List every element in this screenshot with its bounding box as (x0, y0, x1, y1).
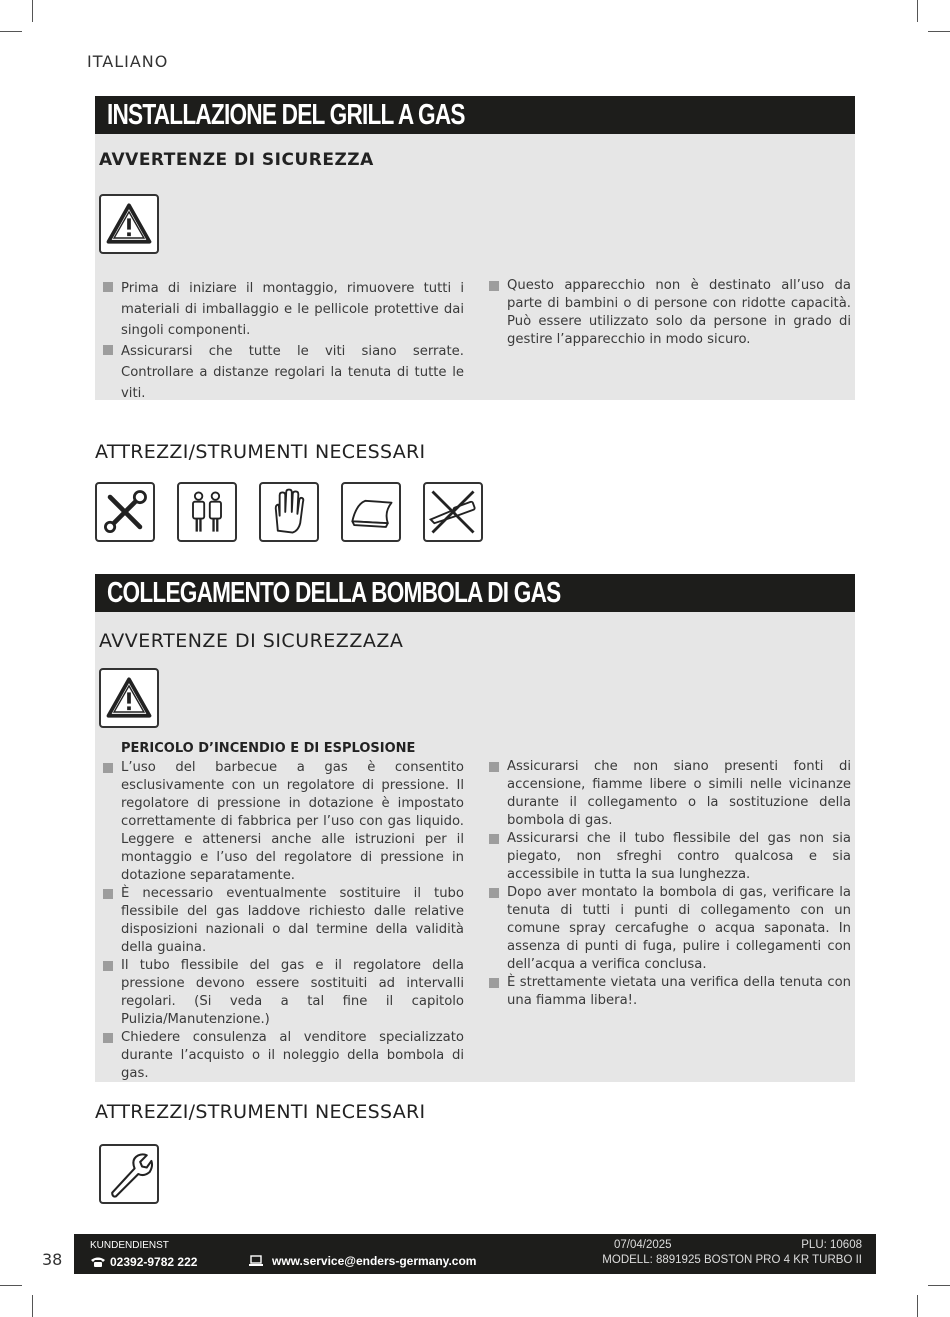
phone-icon (90, 1256, 106, 1268)
list-item: Assicurarsi che non siano presenti fonti di accensione, fiamme libere o simili nelle vicinanze durante il collegamento o la sostituzione della bombola di gas. (485, 758, 851, 830)
tool-box-tools (95, 482, 155, 542)
list-item: È strettamente vietata una verifica della tenuta con una fiamma libera!. (485, 974, 851, 1010)
section1-title: INSTALLAZIONE DEL GRILL A GAS (107, 99, 465, 131)
two-persons-icon (179, 484, 235, 540)
warning-triangle-icon (101, 670, 157, 726)
list-item: Prima di iniziare il montaggio, rimuovere tutti i materiali di imballaggio e le pellicole protettive dai singoli componenti. (99, 278, 464, 341)
tool-box-persons (177, 482, 237, 542)
website-link[interactable]: www.service@enders-germany.com (272, 1254, 477, 1268)
section1-left-column (99, 278, 464, 404)
warning-icon-box (99, 194, 159, 254)
crop-mark (917, 1295, 918, 1317)
crop-mark (0, 1285, 22, 1286)
service-label: KUNDENDIENST (90, 1240, 169, 1251)
list-item: Assicurarsi che tutte le viti siano serrate. Controllare a distanze regolari la tenuta di tutte le viti. (99, 341, 464, 404)
list-item: Chiedere consulenza al venditore specializzato durante l’acquisto o il noleggio della bombola di gas. (99, 1029, 464, 1083)
crop-mark (917, 0, 918, 22)
phone-number: 02392-9782 222 (110, 1255, 198, 1269)
danger-title: PERICOLO D’INCENDIO E DI ESPLOSIONE (121, 741, 416, 756)
tool-box-cloth (341, 482, 401, 542)
no-knife-icon (425, 484, 481, 540)
wrench-icon (101, 1146, 157, 1202)
crop-mark (0, 31, 22, 32)
list-item: Il tubo flessibile del gas e il regolatore della pressione devono essere sostituiti ad intervalli regolari. (Si veda a tal fine il capitolo Pulizia/Manutenzione.) (99, 957, 464, 1029)
phone-row (90, 1255, 197, 1269)
tool-box-gloves (259, 482, 319, 542)
footer-date: 07/04/2025 (614, 1239, 672, 1251)
footer-plu: PLU: 10608 (801, 1239, 862, 1251)
website-row (248, 1254, 476, 1268)
list-item: Questo apparecchio non è destinato all’uso da parte di bambini o di persone con ridotte capacità. Può essere utilizzato solo da persone in grado di gestire l’apparecchio in modo sicuro. (485, 277, 851, 349)
list-item: È necessario eventualmente sostituire il tubo flessibile del gas laddove richiesto dalle relative disposizioni nazionali o dal termine della validità della guaina. (99, 885, 464, 957)
laptop-icon (248, 1255, 264, 1267)
footer-model: MODELL: 8891925 BOSTON PRO 4 KR TURBO II (602, 1254, 862, 1266)
gloves-icon (261, 484, 317, 540)
warning-triangle-icon (101, 196, 157, 252)
tool-box-no-knife (423, 482, 483, 542)
warning-icon-box (99, 668, 159, 728)
page-number: 38 (42, 1250, 63, 1269)
list-item: Assicurarsi che il tubo flessibile del gas non sia piegato, non sfreghi contro qualcosa e sia accessibile in tutta la sua lunghezza. (485, 830, 851, 884)
section2-tools-heading: ATTREZZI/STRUMENTI NECESSARI (95, 1101, 426, 1123)
section2-title: COLLEGAMENTO DELLA BOMBOLA DI GAS (107, 577, 561, 609)
crop-mark (928, 1285, 950, 1286)
tools-icon (97, 484, 153, 540)
section1-tools-heading: ATTREZZI/STRUMENTI NECESSARI (95, 441, 426, 463)
section2-subtitle: AVVERTENZE DI SICUREZZAZA (99, 630, 404, 652)
list-item: L’uso del barbecue a gas è consentito esclusivamente con un regolatore di pressione. Il regolatore di pressione in dotazione è impostato correttamente di fabbrica per l’uso con gas liquido. Leggere e attenersi anche alle istruzioni per il montaggio e l’uso del regolatore di pressione in dotazione separatamente. (99, 759, 464, 885)
tool-box-wrench (99, 1144, 159, 1204)
section1-right-column (485, 277, 851, 349)
section2-title-bar (95, 574, 855, 612)
cloth-icon (343, 484, 399, 540)
section2-left-column (99, 740, 464, 1083)
crop-mark (32, 1295, 33, 1317)
language-label: ITALIANO (87, 52, 169, 71)
section2-right-column (485, 758, 851, 1010)
list-item: Dopo aver montato la bombola di gas, verificare la tenuta di tutti i punti di collegamento con un comune spray cercafughe o acqua saponata. In assenza di punti di fuga, pulire i collegamenti con dell’acqua a verifica conclusa. (485, 884, 851, 974)
footer-bar (74, 1234, 876, 1274)
crop-mark (928, 31, 950, 32)
section1-title-bar (95, 96, 855, 134)
crop-mark (32, 0, 33, 22)
section1-subtitle: AVVERTENZE DI SICUREZZA (99, 150, 374, 170)
